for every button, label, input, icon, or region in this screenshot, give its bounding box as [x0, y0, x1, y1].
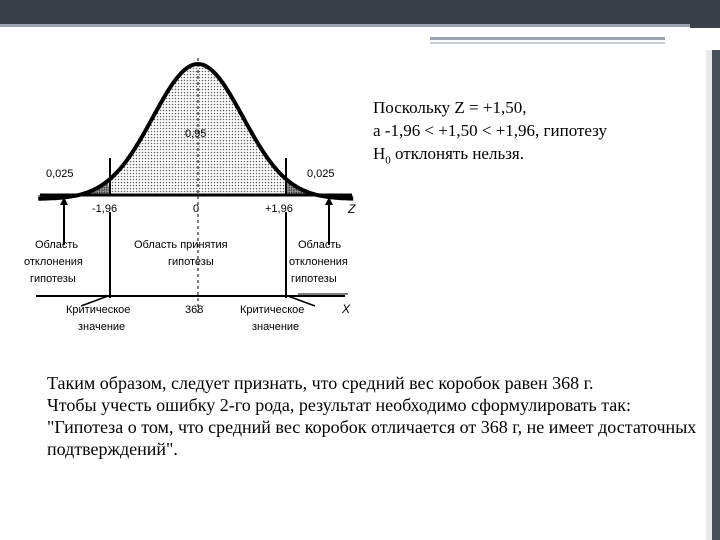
region-right-line3: гипотезы — [291, 273, 337, 285]
critical-right-line2: значение — [252, 321, 300, 333]
region-left-line3: гипотезы — [30, 273, 76, 285]
critical-right-line1: Критическое — [240, 304, 305, 316]
tick-center: 0 — [193, 203, 200, 215]
critical-left-line2: значение — [78, 321, 126, 333]
paragraph-2: Чтобы учесть ошибку 2-го рода, результат необходимо сформулировать так: "Гипотеза о том, что средний вес коробок отличается от 368 г, не имеет достаточных подтверждений". — [47, 395, 697, 459]
z-axis-label: Z — [348, 202, 356, 216]
region-left-line2: отклонения — [24, 256, 83, 268]
title-bar — [0, 0, 720, 24]
region-center-line2: гипотезы — [168, 256, 214, 268]
region-right-line2: отклонения — [289, 256, 348, 268]
region-left-line1: Область — [35, 239, 79, 251]
title-bar-stripe — [0, 24, 690, 27]
hypothesis-symbol: H — [373, 144, 386, 163]
paragraph-1: Таким образом, следует признать, что средний вес коробок равен 368 г. — [47, 373, 594, 393]
title-bar-end — [690, 20, 720, 28]
left-tail-probability: 0,025 — [46, 168, 74, 180]
tick-right: +1,96 — [265, 203, 293, 215]
conclusion-line-2: а -1,96 < +1,50 < +1,96, гипотезу — [373, 121, 608, 140]
tick-left: -1,96 — [92, 203, 118, 215]
center-probability: 0,95 — [185, 128, 207, 140]
critical-left-line1: Критическое — [66, 304, 131, 316]
accent-line — [430, 37, 665, 40]
right-tail-probability: 0,025 — [307, 168, 335, 180]
accent-line-light — [430, 42, 665, 44]
mean-value: 368 — [185, 304, 204, 316]
hypothesis-subscript: 0 — [385, 154, 391, 167]
normal-distribution-diagram — [0, 40, 380, 340]
conclusion-text — [373, 96, 703, 172]
conclusion-line-3-text: отклонять нельзя. — [390, 144, 524, 163]
conclusion-line-3 — [373, 142, 703, 172]
body-text — [47, 372, 697, 460]
right-edge-bar — [712, 50, 720, 540]
region-center-line1: Область принятия — [134, 239, 228, 251]
conclusion-line-1: Поскольку Z = +1,50, — [373, 98, 527, 117]
region-right-line1: Область — [298, 239, 342, 251]
x-axis-label: X — [342, 302, 351, 316]
